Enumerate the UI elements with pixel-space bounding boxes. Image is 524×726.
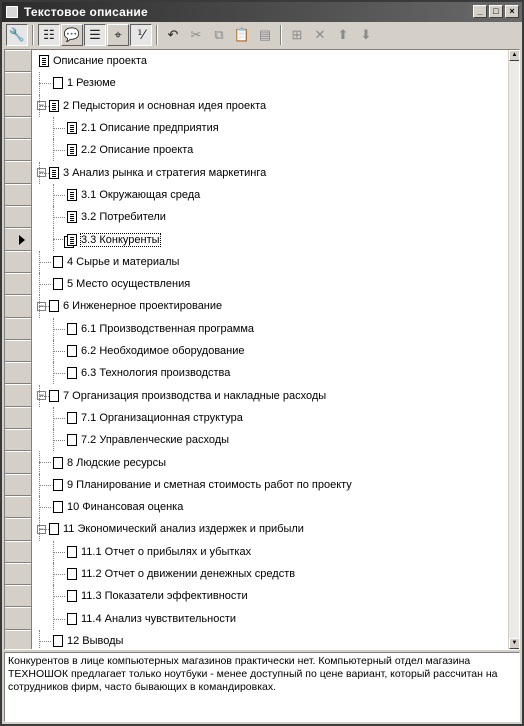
tree-node-label: 5 Место осуществления xyxy=(67,278,191,291)
document-tree-panel xyxy=(4,49,520,650)
tree-node-label: 9 Планирование и сметная стоимость работ по проекту xyxy=(67,478,352,491)
document-icon xyxy=(67,613,77,625)
tree-node[interactable] xyxy=(35,407,507,429)
document-icon xyxy=(53,457,63,469)
collapse-toggle-icon[interactable]: − xyxy=(38,523,45,534)
row-selector[interactable] xyxy=(5,630,31,650)
tree-guide-line xyxy=(53,117,54,139)
row-selector[interactable] xyxy=(5,362,31,384)
delete-icon[interactable]: ✕ xyxy=(314,27,326,42)
title-bar[interactable] xyxy=(2,2,522,22)
vertical-scrollbar[interactable] xyxy=(508,50,519,649)
row-selector[interactable] xyxy=(5,429,31,451)
tree-node[interactable] xyxy=(35,117,507,139)
tree-node-label: 2 Педыстория и основная идея проекта xyxy=(63,99,267,112)
tree-guide-line xyxy=(53,139,54,161)
row-selector[interactable] xyxy=(5,50,31,72)
row-selector[interactable] xyxy=(5,384,31,406)
tree-guide-line xyxy=(53,608,54,630)
tree-node[interactable] xyxy=(35,518,507,540)
tree-node-label: 6.2 Необходимое оборудование xyxy=(81,345,245,358)
tree-guide-line xyxy=(53,184,54,206)
maximize-button[interactable]: □ xyxy=(489,5,503,18)
tree-guide-line xyxy=(39,295,40,317)
tree-connector xyxy=(53,239,65,240)
tree-view-icon[interactable]: ☷ xyxy=(38,24,60,46)
tree-guide-line xyxy=(39,474,40,496)
toolbar-separator xyxy=(32,25,34,45)
tree-node[interactable] xyxy=(35,630,507,650)
tree-connector xyxy=(39,641,51,642)
window-title: Текстовое описание xyxy=(24,5,148,19)
tree-node[interactable] xyxy=(35,340,507,362)
tree-connector xyxy=(53,217,65,218)
tree-guide-line xyxy=(53,585,54,607)
tree-guide-line xyxy=(53,362,54,384)
collapse-toggle-icon[interactable]: − xyxy=(38,167,45,178)
tree-guide-line xyxy=(39,385,40,407)
tree-connector xyxy=(39,507,51,508)
undo-icon[interactable]: ↶ xyxy=(167,27,179,42)
tree-node[interactable] xyxy=(35,385,507,407)
row-selector[interactable] xyxy=(5,251,31,273)
tree-node-label: 1 Резюме xyxy=(67,77,116,90)
tree-node-label: 11.2 Отчет о движении денежных средств xyxy=(81,568,296,581)
document-icon xyxy=(53,635,63,647)
tree-guide-line xyxy=(39,251,40,273)
move-up-icon[interactable]: ⬆ xyxy=(337,27,349,42)
document-icon xyxy=(67,367,77,379)
tree-node[interactable] xyxy=(35,228,507,250)
tree-connector xyxy=(53,440,65,441)
tree-node-label: 11.3 Показатели эффективности xyxy=(81,590,248,603)
tree-node-label: 3 Анализ рынка и стратегия маркетинга xyxy=(63,166,267,179)
row-gutter xyxy=(5,50,32,649)
document-tree xyxy=(35,50,507,649)
tree-node-label: 2.1 Описание предприятия xyxy=(81,122,219,135)
numbering-icon[interactable]: ⅟ xyxy=(130,24,152,46)
tree-node[interactable] xyxy=(35,318,507,340)
row-selector[interactable] xyxy=(5,340,31,362)
tree-guide-line xyxy=(39,630,40,650)
row-selector[interactable] xyxy=(5,72,31,94)
move-down-icon[interactable]: ⬇ xyxy=(360,27,372,42)
tree-node-label: 3.3 Конкуренты xyxy=(81,233,160,246)
insert-node-icon[interactable]: ⊞ xyxy=(291,27,303,42)
row-selector[interactable] xyxy=(5,518,31,540)
document-icon xyxy=(67,211,77,223)
document-icon xyxy=(53,278,63,290)
tree-node[interactable] xyxy=(35,251,507,273)
minimize-button[interactable]: _ xyxy=(473,5,487,18)
tree-node-label: 2.2 Описание проекта xyxy=(81,144,194,157)
row-selector[interactable] xyxy=(5,607,31,629)
tree-guide-line xyxy=(39,451,40,473)
tree-guide-line xyxy=(53,563,54,585)
tree-node-label: 10 Финансовая оценка xyxy=(67,501,184,514)
tree-connector xyxy=(39,485,51,486)
tree-node-label: 8 Людские ресурсы xyxy=(67,456,167,469)
tree-connector xyxy=(53,195,65,196)
tree-connector xyxy=(53,373,65,374)
row-selector[interactable] xyxy=(5,496,31,518)
row-selector[interactable] xyxy=(5,541,31,563)
tree-node[interactable] xyxy=(35,162,507,184)
row-selector[interactable] xyxy=(5,318,31,340)
document-icon xyxy=(67,122,77,134)
list-view-icon[interactable]: ☰ xyxy=(84,24,106,46)
tree-connector xyxy=(53,418,65,419)
tree-guide-line xyxy=(39,273,40,295)
toolbar xyxy=(4,23,520,47)
tree-node-label: 6 Инженерное проектирование xyxy=(63,300,223,313)
row-selector[interactable] xyxy=(5,117,31,139)
row-selector[interactable] xyxy=(5,139,31,161)
tree-node-label: 6.3 Технология производства xyxy=(81,367,231,380)
tree-node-label: 7.2 Управленческие расходы xyxy=(81,434,230,447)
row-selector[interactable] xyxy=(5,451,31,473)
tree-node[interactable] xyxy=(35,273,507,295)
document-icon xyxy=(49,390,59,402)
document-icon xyxy=(67,345,77,357)
document-icon xyxy=(39,55,49,67)
pin-icon[interactable]: ⌖ xyxy=(107,24,129,46)
collapse-toggle-icon[interactable]: − xyxy=(38,300,45,311)
row-selector[interactable] xyxy=(5,407,31,429)
tree-node[interactable] xyxy=(35,50,507,72)
scroll-down-arrow-icon[interactable]: ▼ xyxy=(509,638,520,649)
comment-icon[interactable]: 💬 xyxy=(61,24,83,46)
tree-guide-line xyxy=(53,228,54,250)
tree-node[interactable] xyxy=(35,474,507,496)
tree-node[interactable] xyxy=(35,429,507,451)
document-icon xyxy=(49,100,59,112)
tree-node-label: 11 Экономический анализ издержек и прибыли xyxy=(63,523,304,536)
row-selector[interactable] xyxy=(5,184,31,206)
tree-node[interactable] xyxy=(35,451,507,473)
tree-node[interactable] xyxy=(35,608,507,630)
tree-guide-line xyxy=(53,318,54,340)
tree-guide-line xyxy=(39,95,40,117)
tree-connector xyxy=(53,596,65,597)
toolbar-separator xyxy=(280,25,282,45)
row-selector[interactable] xyxy=(5,95,31,117)
document-icon xyxy=(53,256,63,268)
tree-connector xyxy=(53,150,65,151)
tree-connector xyxy=(39,83,51,84)
tree-node[interactable] xyxy=(35,139,507,161)
tree-node[interactable] xyxy=(35,184,507,206)
document-icon xyxy=(67,144,77,156)
tree-node-label: 4 Сырье и материалы xyxy=(67,255,180,268)
row-selector[interactable] xyxy=(5,228,31,250)
tree-connector xyxy=(39,284,51,285)
paste-icon[interactable]: 📋 xyxy=(233,27,251,42)
row-selector[interactable] xyxy=(5,161,31,183)
document-icon xyxy=(53,479,63,491)
current-row-marker-icon xyxy=(19,235,25,245)
document-stack-icon xyxy=(67,234,77,246)
toolbar-separator xyxy=(156,25,158,45)
tree-node-label: 3.2 Потребители xyxy=(81,211,166,224)
tree-node-label: 11.1 Отчет о прибылях и убытках xyxy=(81,545,252,558)
tree-node[interactable] xyxy=(35,541,507,563)
description-text-area[interactable]: Конкурентов в лице компьютерных магазинов практически нет. Компьютерный отдел магазина ТЕХНОШОК предлагает только ноутбуки - менее доступный по цене вариант, который рассчитан на сотрудников фирм, часто бывающих в командировках. xyxy=(4,652,520,722)
document-icon xyxy=(67,568,77,580)
tree-node-label: 11.4 Анализ чувствительности xyxy=(81,612,237,625)
document-icon xyxy=(67,412,77,424)
tree-guide-line xyxy=(39,496,40,518)
document-icon xyxy=(67,323,77,335)
tree-connector xyxy=(39,262,51,263)
close-button[interactable]: × xyxy=(505,5,519,18)
tree-connector xyxy=(53,552,65,553)
tree-connector xyxy=(39,462,51,463)
collapse-toggle-icon[interactable]: − xyxy=(38,100,45,111)
row-selector[interactable] xyxy=(5,295,31,317)
row-selector[interactable] xyxy=(5,474,31,496)
tree-guide-line xyxy=(39,518,40,540)
tree-node[interactable] xyxy=(35,95,507,117)
tree-node[interactable] xyxy=(35,585,507,607)
document-icon xyxy=(67,434,77,446)
document-icon xyxy=(67,189,77,201)
tree-node[interactable] xyxy=(35,206,507,228)
scroll-up-arrow-icon[interactable]: ▲ xyxy=(509,50,520,61)
document-icon xyxy=(53,77,63,89)
tree-guide-line xyxy=(53,340,54,362)
tree-guide-line xyxy=(53,407,54,429)
window-icon xyxy=(6,6,18,18)
tree-node[interactable] xyxy=(35,563,507,585)
document-icon xyxy=(49,167,59,179)
tree-guide-line xyxy=(39,72,40,94)
tree-node-label: 7 Организация производства и накладные расходы xyxy=(63,389,327,402)
tree-node[interactable] xyxy=(35,295,507,317)
tree-connector xyxy=(53,351,65,352)
tree-node[interactable] xyxy=(35,496,507,518)
tree-node-label: Описание проекта xyxy=(53,55,147,68)
document-icon xyxy=(53,501,63,513)
tree-node-label: 3.1 Окружающая среда xyxy=(81,188,201,201)
tree-connector xyxy=(53,329,65,330)
tree-connector xyxy=(53,574,65,575)
wrench-icon[interactable]: 🔧 xyxy=(6,24,28,46)
row-selector[interactable] xyxy=(5,273,31,295)
tree-guide-line xyxy=(53,541,54,563)
tree-guide-line xyxy=(53,206,54,228)
document-icon xyxy=(49,523,59,535)
tree-node[interactable] xyxy=(35,72,507,94)
tree-node-label: 7.1 Организационная структура xyxy=(81,411,243,424)
copy-icon[interactable]: ⧉ xyxy=(214,27,224,42)
row-selector[interactable] xyxy=(5,563,31,585)
row-selector[interactable] xyxy=(5,585,31,607)
document-icon xyxy=(67,590,77,602)
document-icon xyxy=(49,300,59,312)
collapse-toggle-icon[interactable]: − xyxy=(38,390,45,401)
cut-icon[interactable]: ✂ xyxy=(190,27,202,42)
tree-guide-line xyxy=(53,429,54,451)
tree-guide-line xyxy=(39,162,40,184)
document-icon xyxy=(67,546,77,558)
tree-node-label: 6.1 Производственная программа xyxy=(81,322,255,335)
tree-node-label: 12 Выводы xyxy=(67,634,124,647)
tree-node[interactable] xyxy=(35,362,507,384)
tree-connector xyxy=(53,128,65,129)
row-selector[interactable] xyxy=(5,206,31,228)
paste-special-icon[interactable]: ▤ xyxy=(258,27,272,42)
tree-connector xyxy=(53,619,65,620)
